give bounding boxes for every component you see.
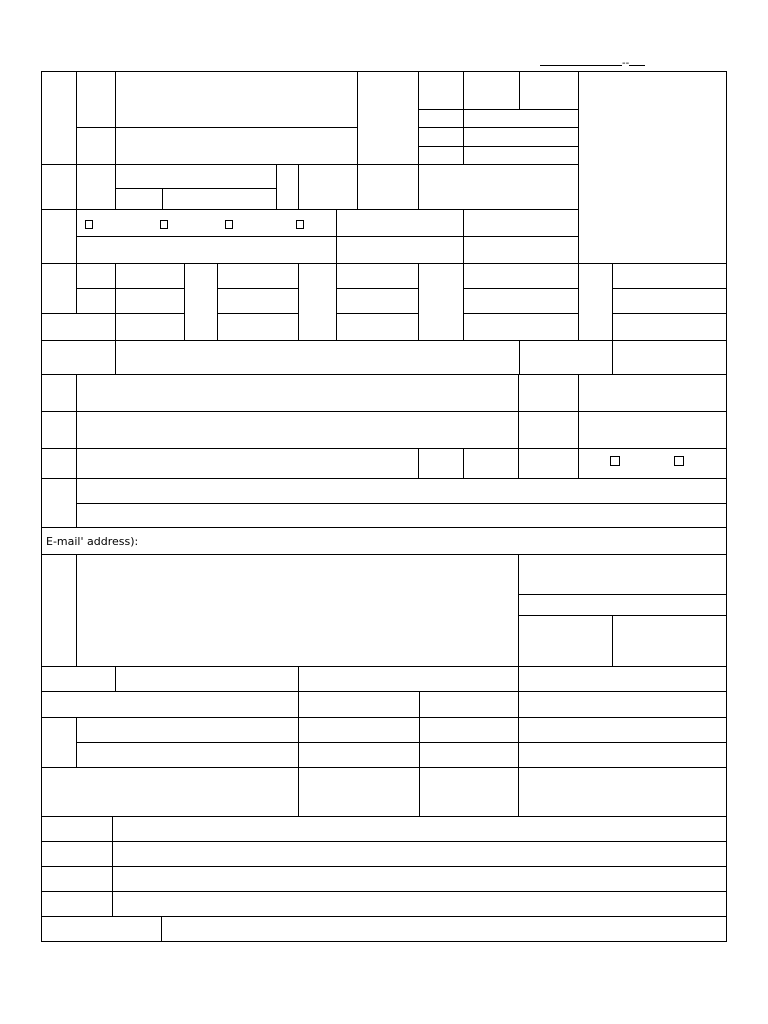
phone-option-2[interactable]: [674, 455, 686, 468]
marital-option-2[interactable]: [160, 218, 168, 231]
serial-number: --: [540, 56, 645, 69]
email-label: E-mail' address):: [46, 535, 139, 548]
checkbox-icon[interactable]: [674, 456, 684, 466]
checkbox-icon[interactable]: [160, 220, 168, 229]
phone-option-1[interactable]: [610, 455, 622, 468]
form-border: [42, 72, 727, 942]
checkbox-icon[interactable]: [296, 220, 304, 229]
marital-option-3[interactable]: [225, 218, 233, 231]
checkbox-icon[interactable]: [85, 220, 93, 229]
marital-option-1[interactable]: [85, 218, 93, 231]
checkbox-icon[interactable]: [225, 220, 233, 229]
checkbox-icon[interactable]: [610, 456, 620, 466]
marital-option-4[interactable]: [296, 218, 304, 231]
